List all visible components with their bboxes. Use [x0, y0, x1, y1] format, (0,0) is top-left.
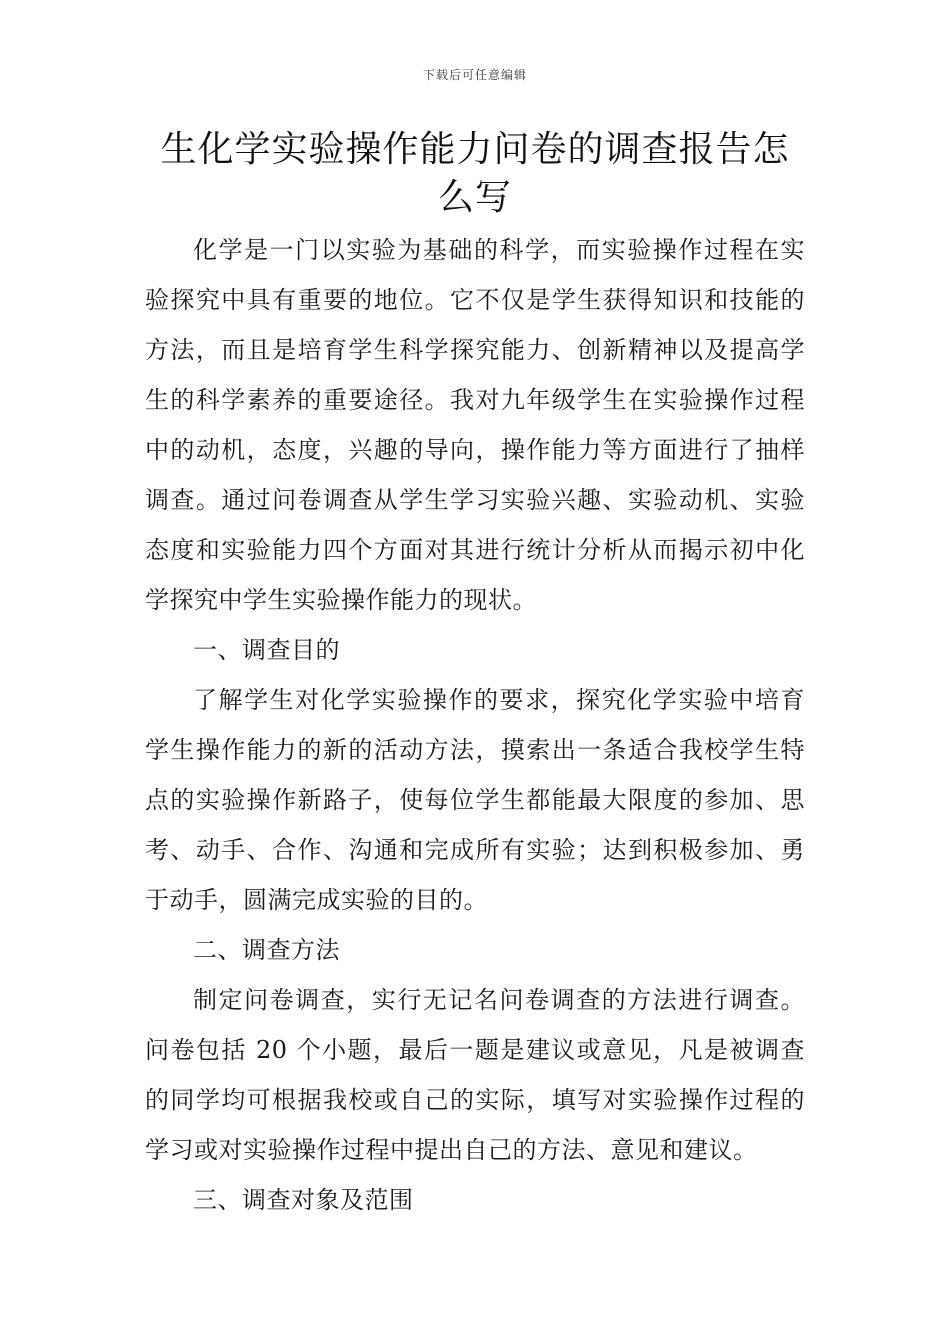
section-heading-purpose: 一、调查目的 [193, 636, 340, 664]
section-heading-method: 二、调查方法 [193, 936, 340, 964]
section-paragraph-method: 制定问卷调查，实行无记名问卷调查的方法进行调查。问卷包括 20 个小题，最后一题是建议或意见，凡是被调查的同学均可根据我校或自己的实际，填写对实验操作过程的学习或对实验操作过程中提出自己的方法、意见和建议。 [145, 986, 805, 1164]
page-title: 生化学实验操作能力问卷的调查报告怎么写 [160, 129, 790, 218]
intro-paragraph: 化学是一门以实验为基础的科学，而实验操作过程在实验探究中具有重要的地位。它不仅是学生获得知识和技能的方法，而且是培育学生科学探究能力、创新精神以及提高学生的科学素养的重要途径。我对九年级学生在实验操作过程中的动机，态度，兴趣的导向，操作能力等方面进行了抽样调查。通过问卷调查从学生学习实验兴趣、实验动机、实验态度和实验能力四个方面对其进行统计分析从而揭示初中化学探究中学生实验操作能力的现状。 [145, 236, 805, 614]
section-paragraph-purpose: 了解学生对化学实验操作的要求，探究化学实验中培育学生操作能力的新的活动方法，摸索出一条适合我校学生特点的实验操作新路子，使每位学生都能最大限度的参加、思考、动手、合作、沟通和完成所有实验；达到积极参加、勇于动手，圆满完成实验的目的。 [145, 686, 805, 914]
header-note: 下载后可任意编辑 [422, 68, 527, 82]
document-body [145, 225, 805, 1225]
section-heading-scope: 三、调查对象及范围 [193, 1186, 414, 1214]
